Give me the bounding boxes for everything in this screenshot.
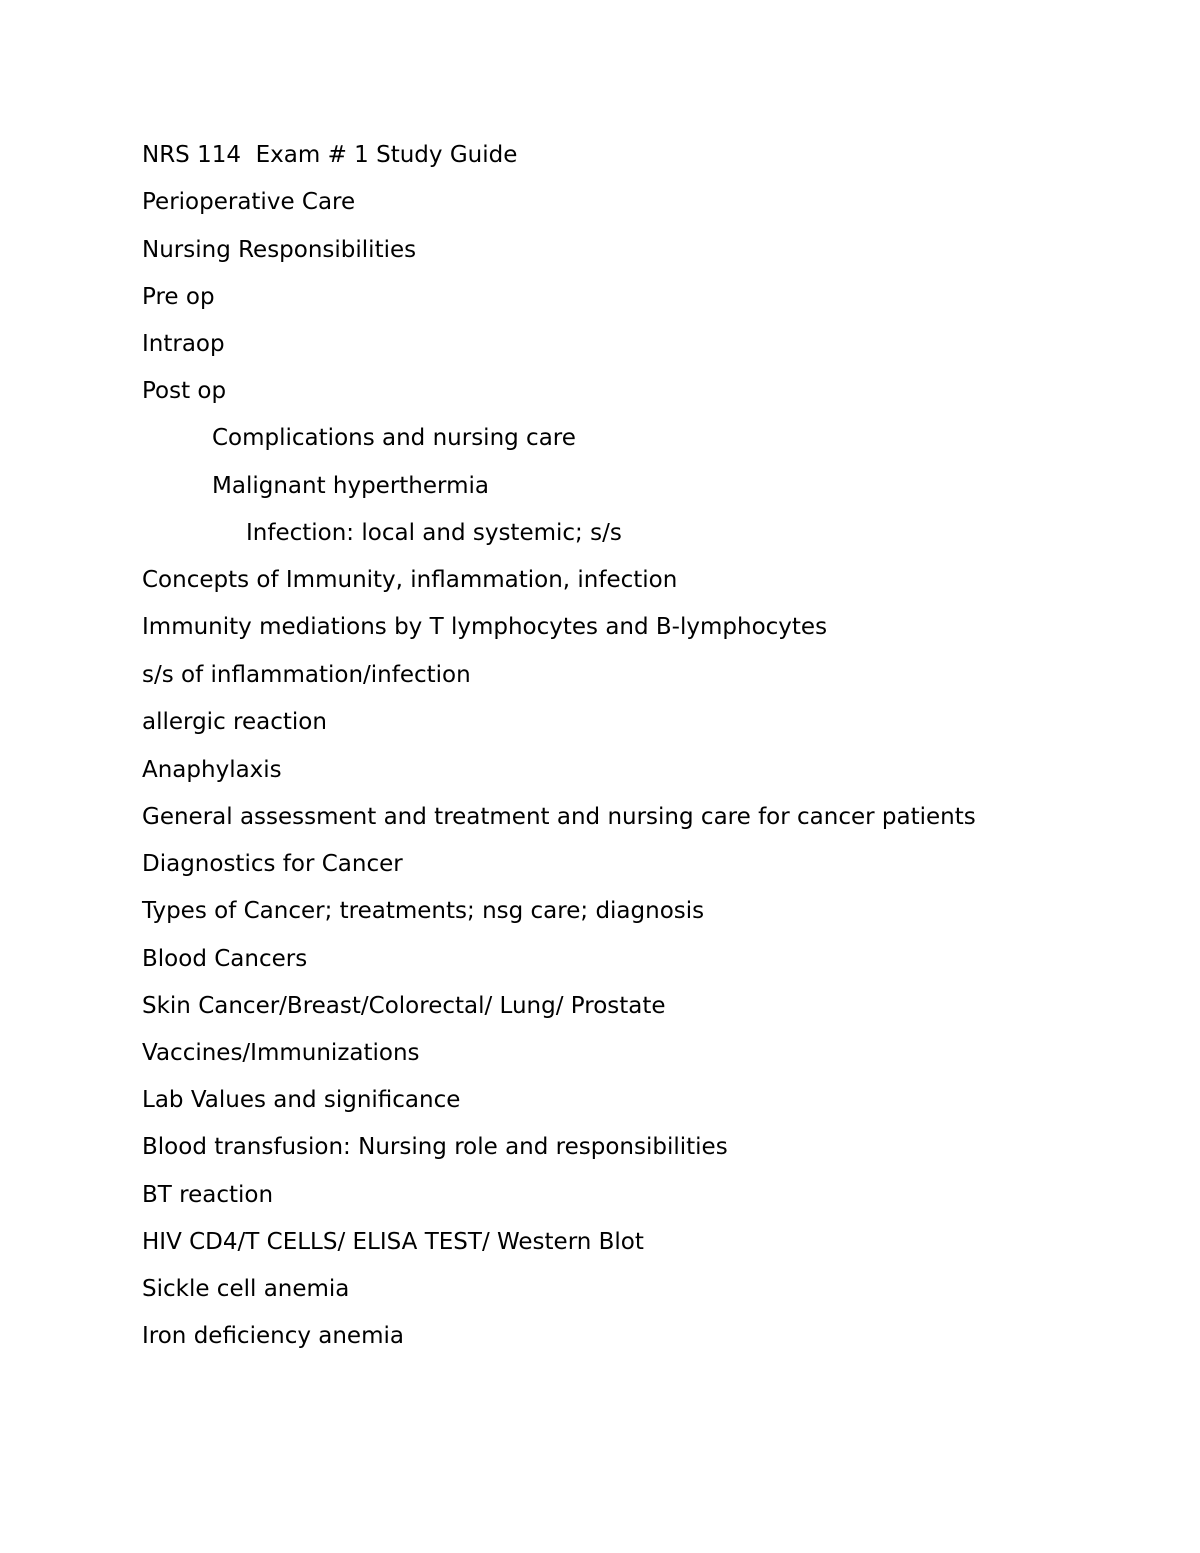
study-item: Sickle cell anemia: [142, 1276, 350, 1302]
study-item: Diagnostics for Cancer: [142, 851, 403, 877]
study-item: Vaccines/Immunizations: [142, 1040, 420, 1066]
study-item: BT reaction: [142, 1182, 274, 1208]
study-item: Iron deficiency anemia: [142, 1323, 404, 1349]
study-item: HIV CD4/T CELLS/ ELISA TEST/ Western Blot: [142, 1229, 644, 1255]
study-item: Anaphylaxis: [142, 757, 282, 783]
study-subitem: Malignant hyperthermia: [212, 473, 489, 499]
study-item: Pre op: [142, 284, 215, 310]
study-item: Immunity mediations by T lymphocytes and B-lymphocytes: [142, 614, 828, 640]
study-item: allergic reaction: [142, 709, 327, 735]
study-subitem: Infection: local and systemic; s/s: [246, 520, 622, 546]
study-item: Types of Cancer; treatments; nsg care; diagnosis: [142, 898, 705, 924]
document-title: NRS 114 Exam # 1 Study Guide: [142, 142, 518, 168]
study-item: Post op: [142, 378, 227, 404]
study-item: Intraop: [142, 331, 225, 357]
study-item: s/s of inflammation/infection: [142, 662, 471, 688]
study-item: Skin Cancer/Breast/Colorectal/ Lung/ Prostate: [142, 993, 666, 1019]
study-item: Lab Values and significance: [142, 1087, 461, 1113]
study-item: Blood transfusion: Nursing role and responsibilities: [142, 1134, 728, 1160]
study-item: Blood Cancers: [142, 946, 308, 972]
study-item: Concepts of Immunity, inflammation, infection: [142, 567, 678, 593]
study-item: Perioperative Care: [142, 189, 356, 215]
study-item: General assessment and treatment and nursing care for cancer patients: [142, 804, 976, 830]
study-subitem: Complications and nursing care: [212, 425, 576, 451]
study-item: Nursing Responsibilities: [142, 237, 417, 263]
